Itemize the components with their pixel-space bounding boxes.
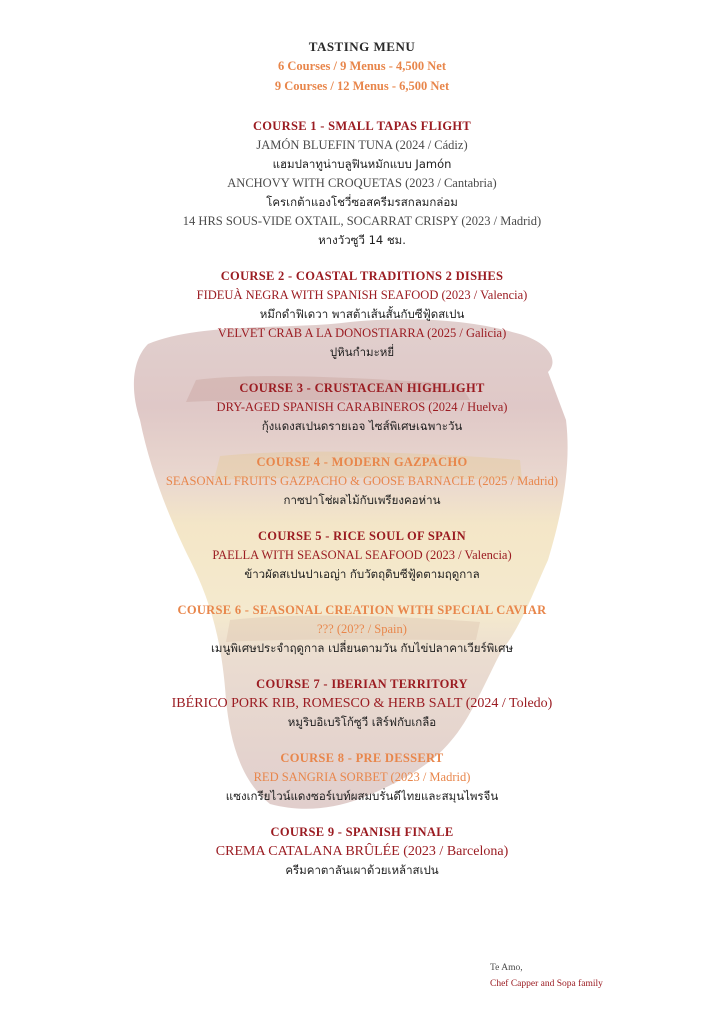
course-title: COURSE 8 - PRE DESSERT xyxy=(280,751,444,765)
dish-thai-name: เมนูพิเศษประจำฤดูกาล เปลี่ยนตามวัน กับไข่ปลาคาเวียร์พิเศษ xyxy=(210,641,514,655)
course-title: COURSE 1 - SMALL TAPAS FLIGHT xyxy=(252,119,472,133)
dish-name: SEASONAL FRUITS GAZPACHO & GOOSE BARNACLE (2025 / Madrid) xyxy=(165,474,559,488)
course-4 xyxy=(0,453,724,510)
dish-thai-name: ครีมคาตาลันเผาด้วยเหล้าสเปน xyxy=(285,863,439,877)
dish-thai-name: โครเกต้าแองโชวี่ซอสครีมรสกลมกล่อม xyxy=(266,195,458,209)
price-option-9-courses: 9 Courses / 12 Menus - 6,500 Net xyxy=(274,79,450,93)
course-8 xyxy=(0,749,724,806)
dish-name: ??? (20?? / Spain) xyxy=(317,622,407,636)
dish-thai-name: หางวัวซูวี 14 ชม. xyxy=(318,233,406,247)
dish-thai-name: แฮมปลาทูน่าบลูฟินหมักแบบ Jamón xyxy=(272,157,452,171)
course-title: COURSE 3 - CRUSTACEAN HIGHLIGHT xyxy=(239,381,485,395)
signature-greeting: Te Amo, xyxy=(490,963,523,973)
menu-header xyxy=(0,0,724,96)
dish-name: PAELLA WITH SEASONAL SEAFOOD (2023 / Valencia) xyxy=(212,548,512,562)
dish-name: DRY-AGED SPANISH CARABINEROS (2024 / Huelva) xyxy=(216,400,508,414)
dish-thai-name: หมึกดำฟิเดวา พาสต้าเส้นสั้นกับซีฟู้ดสเปน xyxy=(259,307,465,321)
course-9 xyxy=(0,823,724,880)
dish-name: ANCHOVY WITH CROQUETAS (2023 / Cantabria) xyxy=(227,176,497,190)
course-2 xyxy=(0,267,724,362)
dish-name: 14 HRS SOUS-VIDE OXTAIL, SOCARRAT CRISPY (2023 / Madrid) xyxy=(182,214,542,228)
course-title: COURSE 7 - IBERIAN TERRITORY xyxy=(256,677,468,691)
dish-thai-name: หมูริบอิเบริโก้ซูวี เสิร์ฟกับเกลือ xyxy=(287,715,437,729)
dish-name: VELVET CRAB A LA DONOSTIARRA (2025 / Galicia) xyxy=(217,326,507,340)
course-title: COURSE 6 - SEASONAL CREATION WITH SPECIAL CAVIAR xyxy=(177,603,547,617)
dish-thai-name: ปูหินกำมะหยี่ xyxy=(329,345,395,359)
course-title: COURSE 5 - RICE SOUL OF SPAIN xyxy=(257,529,467,543)
menu-title: TASTING MENU xyxy=(308,39,416,54)
signature-name: Chef Capper and Sopa family xyxy=(490,979,603,989)
dish-name: JAMÓN BLUEFIN TUNA (2024 / Cádiz) xyxy=(256,138,468,152)
course-title: COURSE 4 - MODERN GAZPACHO xyxy=(256,455,468,469)
dish-thai-name: กาซปาโช่ผลไม้กับเพรียงคอห่าน xyxy=(283,493,441,507)
course-title: COURSE 9 - SPANISH FINALE xyxy=(270,825,454,839)
dish-thai-name: กุ้งแดงสเปนดรายเอจ ไซส์พิเศษเฉพาะวัน xyxy=(261,419,463,433)
course-title: COURSE 2 - COASTAL TRADITIONS 2 DISHES xyxy=(220,269,504,283)
dish-name: IBÉRICO PORK RIB, ROMESCO & HERB SALT (2024 / Toledo) xyxy=(171,696,553,711)
course-5 xyxy=(0,527,724,584)
course-7 xyxy=(0,675,724,732)
dish-name: CREMA CATALANA BRÛLÉE (2023 / Barcelona) xyxy=(215,844,509,859)
dish-name: RED SANGRIA SORBET (2023 / Madrid) xyxy=(253,770,471,784)
dish-thai-name: แซงเกรียไวน์แดงซอร์เบท์ผสมบรั่นดีไทยและสมุนไพรจีน xyxy=(225,789,499,803)
course-3 xyxy=(0,379,724,436)
dish-thai-name: ข้าวผัดสเปนปาเอญ่า กับวัตถุดิบซีฟู้ดตามฤดูกาล xyxy=(244,567,480,581)
course-1 xyxy=(0,117,724,250)
price-option-6-courses: 6 Courses / 9 Menus - 4,500 Net xyxy=(277,59,447,73)
course-6 xyxy=(0,601,724,658)
dish-name: FIDEUÀ NEGRA WITH SPANISH SEAFOOD (2023 / Valencia) xyxy=(196,288,528,302)
chef-signature xyxy=(490,960,603,992)
